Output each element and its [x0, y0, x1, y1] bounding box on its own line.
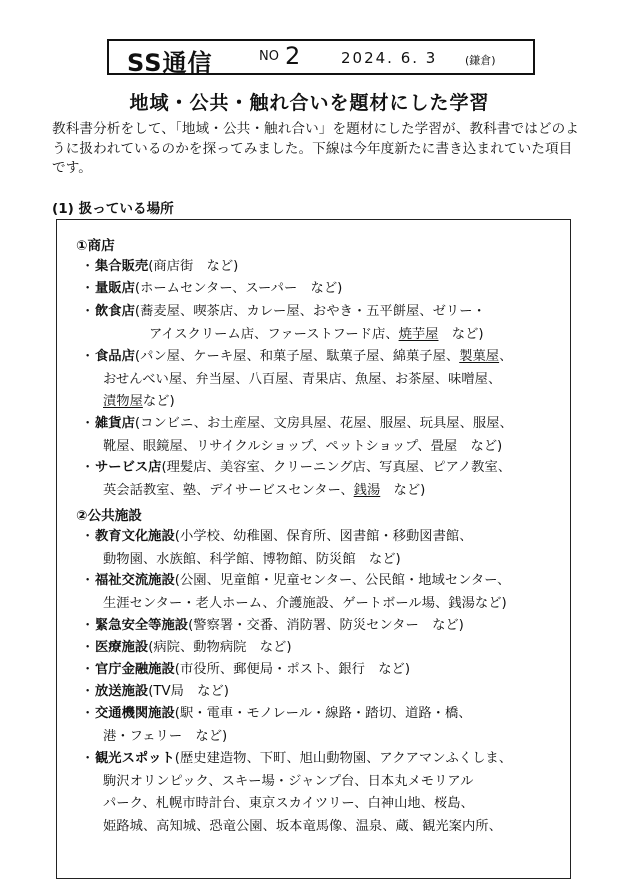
entry-name: 放送施設: [95, 684, 149, 699]
section-heading: (1) 扱っている場所: [52, 201, 174, 217]
list-item: ・集合販売(商店街 など): [81, 259, 239, 274]
entry-detail: 動物園、水族館、科学館、博物館、防災館 など): [103, 551, 401, 567]
entry-detail: (蕎麦屋、喫茶店、カレー屋、おやき・五平餅屋、ゼリー・: [134, 304, 486, 319]
issue-number: 2: [285, 42, 301, 70]
entry-detail: など): [142, 394, 175, 409]
entry-detail: おせんべい屋、弁当屋、八百屋、青果店、魚屋、お茶屋、味噌屋、: [103, 371, 502, 387]
entry-name: 官庁金融施設: [95, 662, 175, 677]
entry-name: 観光スポット: [95, 751, 175, 766]
entry-name: 福祉交流施設: [95, 573, 175, 588]
entry-name: 量販店: [95, 281, 135, 296]
list-item: ・雑貨店(コンビニ、お土産屋、文房具屋、花屋、服屋、玩具屋、服屋、 靴屋、眼鏡屋、リサイクルショップ、ペットショップ、畳屋 など): [81, 413, 566, 458]
list-item: ・食品店(パン屋、ケーキ屋、和菓子屋、駄菓子屋、綿菓子屋、製菓屋、 おせんべい屋、弁当屋、八百屋、青果店、魚屋、お茶屋、味噌屋、 漬物屋など): [81, 346, 566, 414]
entry-detail: など): [380, 482, 426, 498]
entry-name: 雑貨店: [95, 416, 135, 431]
entry-detail: (TV局 など): [148, 684, 229, 699]
entry-detail: (駅・電車・モノレール・線路・踏切、道路・橋、: [174, 706, 472, 721]
list-item: ・交通機関施設(駅・電車・モノレール・線路・踏切、道路・橋、 港・フェリー など): [81, 703, 566, 748]
entry-detail: (小学校、幼稚園、保育所、図書館・移動図書館、: [174, 529, 473, 544]
entry-detail: アイスクリーム店、ファーストフード店、: [149, 326, 399, 342]
places-box: [56, 219, 571, 879]
entry-detail: パーク、札幌市時計台、東京スカイツリー、白神山地、桜島、: [103, 796, 474, 811]
entry-detail: (ホームセンター、スーパー など): [134, 281, 343, 296]
entry-detail: (病院、動物病院 など): [148, 640, 292, 655]
entry-name: 集合販売: [95, 259, 149, 274]
issue-no-label: NO: [259, 49, 279, 64]
entry-detail: 生涯センター・老人ホーム、介護施設、ゲートボール場、銭湯など): [103, 595, 507, 611]
entry-detail: 港・フェリー など): [103, 728, 228, 744]
entry-name: 教育文化施設: [95, 529, 175, 544]
entry-name: 食品店: [95, 349, 135, 364]
group-title-public: ②公共施設: [76, 508, 142, 524]
list-item: ・緊急安全等施設(警察署・交番、消防署、防災センター など): [81, 618, 464, 633]
entry-name: サービス店: [95, 460, 162, 475]
entry-name: 交通機関施設: [95, 706, 175, 721]
new-item-underlined: 焼芋屋: [398, 326, 439, 342]
list-item: ・観光スポット(歴史建造物、下町、旭山動物園、アクアマンふくしま、 駒沢オリンピック、スキー場・ジャンプ台、日本丸メモリアル パーク、札幌市時計台、東京スカイツリー、白神山地、桜島、 姫路城、高知城、恐竜公園、坂本竜馬像、温泉、蔵、観光案内所、: [81, 748, 566, 838]
entry-detail: (商店街 など): [148, 259, 239, 274]
entry-detail: 駒沢オリンピック、スキー場・ジャンプ台、日本丸メモリアル: [103, 773, 474, 789]
entry-name: 緊急安全等施設: [95, 618, 189, 633]
entry-detail: 靴屋、眼鏡屋、リサイクルショップ、ペットショップ、畳屋 など): [103, 438, 503, 454]
issue-date: 2024. 6. 3: [341, 49, 438, 67]
entry-detail: (公園、児童館・児童センター、公民館・地域センター、: [174, 573, 511, 588]
entry-detail: など): [438, 326, 484, 342]
list-item: ・サービス店(理髪店、美容室、クリーニング店、写真屋、ピアノ教室、 英会話教室、塾、デイサービスセンター、銭湯 など): [81, 460, 512, 498]
group-title-shops: ①商店: [76, 238, 115, 254]
entry-detail: (理髪店、美容室、クリーニング店、写真屋、ピアノ教室、: [161, 460, 512, 475]
entry-detail: (歴史建造物、下町、旭山動物園、アクアマンふくしま、: [174, 751, 512, 766]
new-item-underlined: 銭湯: [353, 482, 381, 498]
entry-detail: (警察署・交番、消防署、防災センター など): [188, 618, 464, 633]
list-item: ・教育文化施設(小学校、幼稚園、保育所、図書館・移動図書館、 動物園、水族館、科学館、博物館、防災館 など): [81, 526, 566, 571]
entry-detail: 英会話教室、塾、デイサービスセンター、: [103, 482, 354, 498]
newsletter-header: [107, 39, 535, 75]
intro-paragraph: 教科書分析をして、「地域・公共・触れ合い」を題材にした学習が、教科書ではどのように扱われているのかを探ってみました。下線は今年度新たに書き込まれていた項目です。: [52, 121, 579, 176]
list-item: ・福祉交流施設(公園、児童館・児童センター、公民館・地域センター、 生涯センター・老人ホーム、介護施設、ゲートボール場、銭湯など): [81, 570, 566, 615]
new-item-underlined: 漬物屋: [103, 394, 143, 409]
list-item: ・官庁金融施設(市役所、郵便局・ポスト、銀行 など): [81, 662, 411, 677]
entry-name: 飲食店: [95, 304, 135, 319]
entry-detail: (コンビニ、お土産屋、文房具屋、花屋、服屋、玩具屋、服屋、: [134, 416, 513, 431]
entry-detail: 、: [499, 349, 513, 364]
entry-detail: 姫路城、高知城、恐竜公園、坂本竜馬像、温泉、蔵、観光案内所、: [103, 818, 502, 834]
entry-detail: (市役所、郵便局・ポスト、銀行 など): [174, 662, 411, 677]
list-item: ・医療施設(病院、動物病院 など): [81, 640, 292, 655]
new-item-underlined: 製菓屋: [459, 349, 500, 364]
entry-detail: (パン屋、ケーキ屋、和菓子屋、駄菓子屋、綿菓子屋、: [134, 349, 460, 364]
list-item: ・飲食店(蕎麦屋、喫茶店、カレー屋、おやき・五平餅屋、ゼリー・ アイスクリーム店、ファーストフード店、焼芋屋 など): [81, 304, 486, 342]
list-item: ・量販店(ホームセンター、スーパー など): [81, 281, 343, 296]
list-item: ・放送施設(TV局 など): [81, 684, 229, 699]
entry-name: 医療施設: [95, 640, 149, 655]
page-subtitle: 地域・公共・触れ合いを題材にした学習: [129, 92, 490, 114]
newsletter-title: SS通信: [127, 49, 213, 77]
issue-location: (鎌倉): [465, 54, 496, 67]
